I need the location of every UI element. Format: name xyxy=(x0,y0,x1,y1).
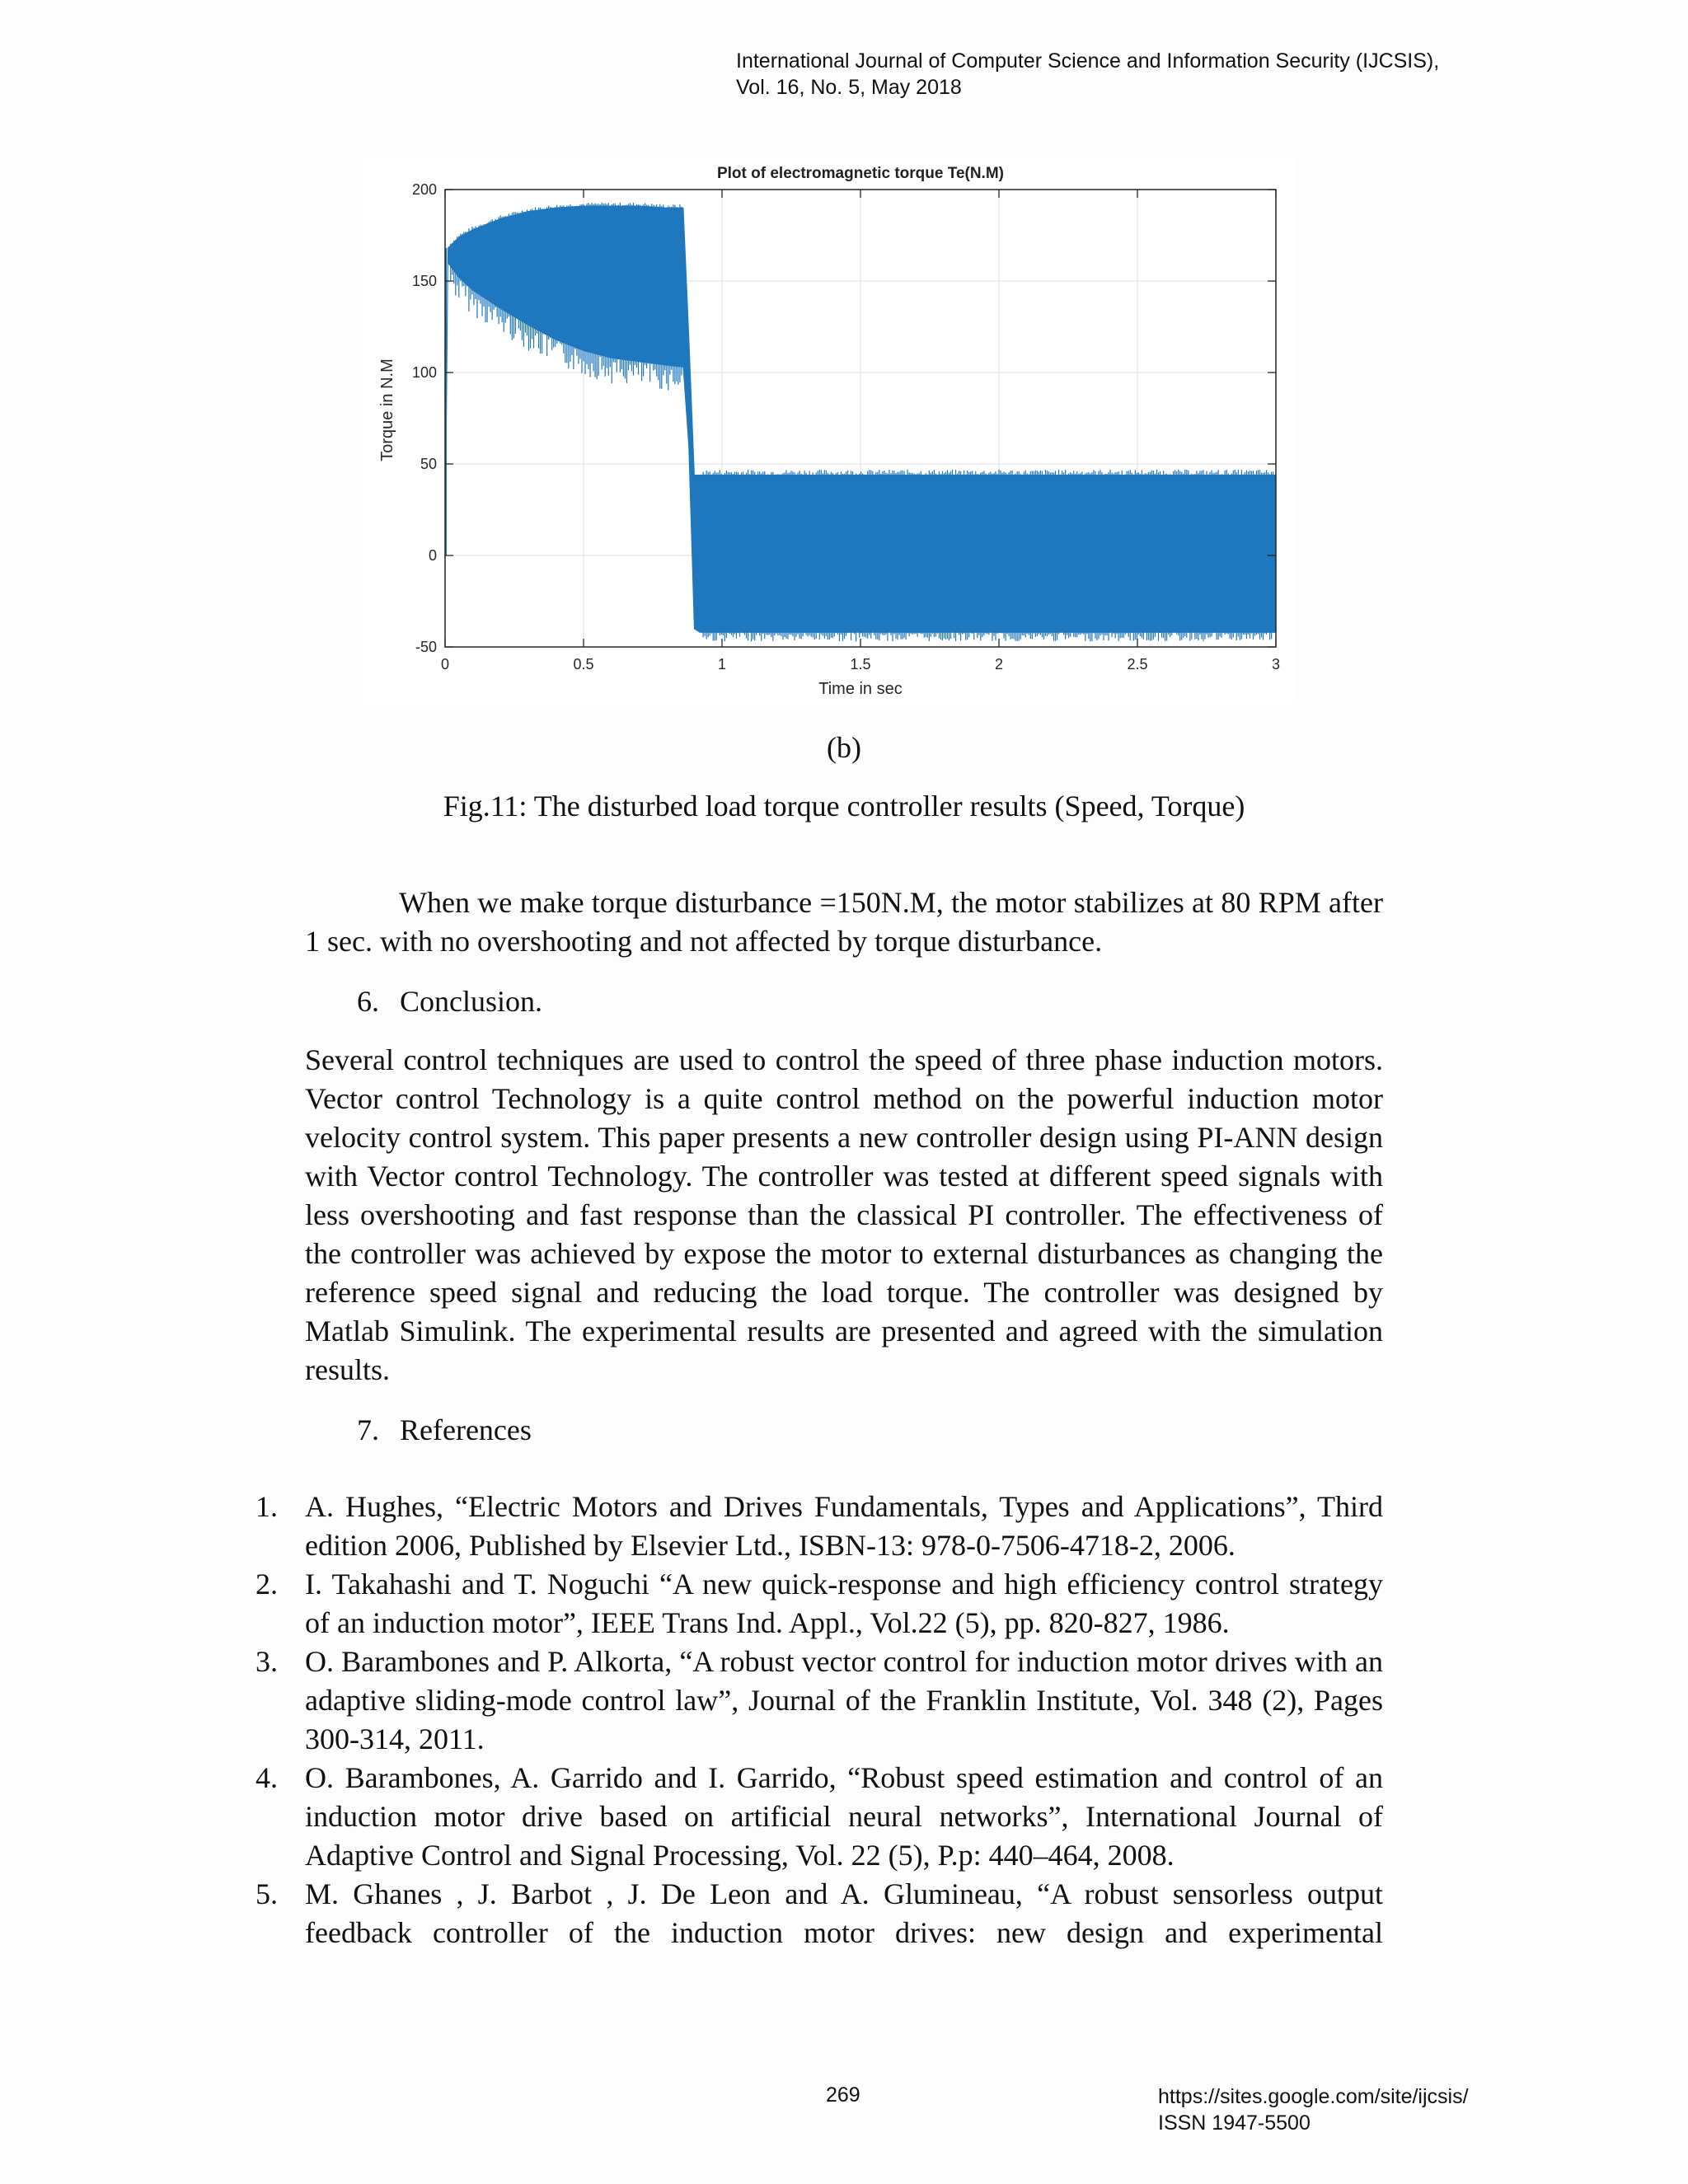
journal-volume: Vol. 16, No. 5, May 2018 xyxy=(736,76,962,99)
x-tick-label: 0.5 xyxy=(573,656,594,673)
paragraph-torque-disturbance: When we make torque disturbance =150N.M, the motor stabilizes at 80 RPM after 1 sec. with no overshooting and not affected by torque disturbance. xyxy=(305,886,1383,958)
section-number: 7. xyxy=(357,1413,379,1446)
x-tick-label: 1.5 xyxy=(850,656,871,673)
x-tick-label: 1 xyxy=(717,656,727,673)
reference-number: 3. xyxy=(256,1645,278,1678)
chart-title: Plot of electromagnetic torque Te(N.M) xyxy=(716,165,1005,182)
reference-text: O. Barambones, A. Garrido and I. Garrido, “Robust speed estimation and control of an induction motor drive based on artificial neural networks”, International Journal of Adaptive Control and Signal Processing, Vol. 22 (5), P.p: 440–464, 2008. xyxy=(305,1761,1383,1872)
footer-issn: ISSN 1947-5500 xyxy=(1158,2111,1311,2135)
reference-item xyxy=(256,1643,1383,1759)
y-tick-label: 100 xyxy=(411,364,437,381)
reference-text: I. Takahashi and T. Noguchi “A new quick-response and high efficiency control strategy of an induction motor”, IEEE Trans Ind. Appl., Vol.22 (5), pp. 820-827, 1986. xyxy=(305,1568,1383,1639)
journal-title: International Journal of Computer Science and Information Security (IJCSIS), xyxy=(736,49,1440,73)
reference-text-line: feedback controller of the induction motor drives: new design and experimental xyxy=(305,1916,1383,1949)
reference-list xyxy=(256,1488,1383,1952)
reference-item xyxy=(256,1875,1383,1952)
torque-chart xyxy=(363,157,1294,705)
reference-number: 5. xyxy=(256,1877,278,1910)
x-tick-label: 2 xyxy=(994,656,1004,673)
reference-item xyxy=(256,1759,1383,1875)
reference-number: 4. xyxy=(256,1761,278,1794)
section-title: Conclusion. xyxy=(400,985,543,1018)
reference-text: O. Barambones and P. Alkorta, “A robust vector control for induction motor drives with an adaptive sliding-mode control law”, Journal of the Franklin Institute, Vol. 348 (2), Pages 300-314, 2011. xyxy=(305,1645,1383,1755)
reference-text-line: M. Ghanes , J. Barbot , J. De Leon and A. Glumineau, “A robust sensorless output xyxy=(305,1877,1383,1910)
running-header xyxy=(736,48,1439,101)
reference-item xyxy=(256,1565,1383,1643)
x-tick-label: 2.5 xyxy=(1127,656,1148,673)
x-axis-label: Time in sec xyxy=(818,680,903,698)
paragraph-conclusion: Several control techniques are used to control the speed of three phase induction motors. Vector control Technology is a quite control method on the powerful induction motor velocity control system. This paper presents a new controller design using PI-ANN design with Vector control Technology. The controller was tested at different speed signals with less overshooting and fast response than the classical PI controller. The effectiveness of the controller was achieved by expose the motor to external disturbances as changing the reference speed signal and reducing the load torque. The controller was designed by Matlab Simulink. The experimental results are presented and agreed with the simulation results. xyxy=(305,1043,1383,1386)
page-number: 269 xyxy=(826,2083,860,2107)
y-tick-label: 150 xyxy=(411,273,437,289)
reference-item xyxy=(256,1488,1383,1565)
footer-info xyxy=(1158,2083,1469,2136)
section-title: References xyxy=(400,1413,532,1446)
footer-url[interactable]: https://sites.google.com/site/ijcsis/ xyxy=(1158,2085,1469,2108)
figure-sub-label: (b) xyxy=(827,731,861,764)
y-axis-label: Torque in N.M xyxy=(378,359,396,462)
x-tick-label: 0 xyxy=(440,656,450,673)
section-heading-references xyxy=(357,1411,532,1450)
reference-number: 1. xyxy=(256,1490,278,1523)
x-tick-label: 3 xyxy=(1271,656,1281,673)
reference-text: A. Hughes, “Electric Motors and Drives Fundamentals, Types and Applications”, Third edition 2006, Published by Elsevier Ltd., ISBN-13: 978-0-7506-4718-2, 2006. xyxy=(305,1490,1383,1562)
section-number: 6. xyxy=(357,985,379,1018)
y-tick-label: 50 xyxy=(420,456,437,472)
y-tick-label: -50 xyxy=(415,639,437,655)
figure-caption: Fig.11: The disturbed load torque controller results (Speed, Torque) xyxy=(443,790,1245,823)
reference-number: 2. xyxy=(256,1568,278,1601)
y-tick-label: 200 xyxy=(411,181,437,198)
section-heading-conclusion xyxy=(357,982,542,1021)
y-tick-label: 0 xyxy=(428,547,437,564)
